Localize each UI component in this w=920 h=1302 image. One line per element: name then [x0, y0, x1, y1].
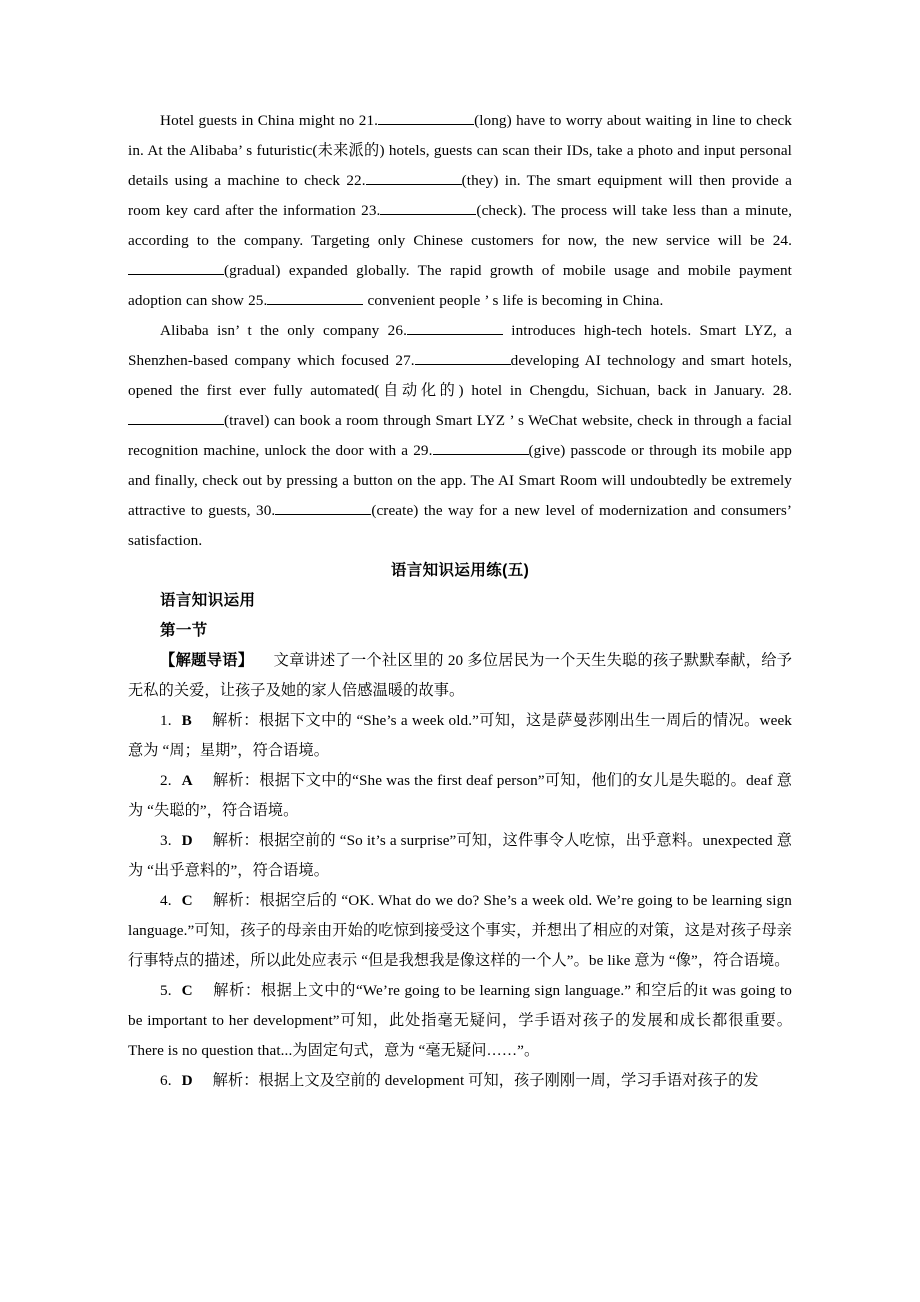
fill-in-blank[interactable]	[267, 290, 363, 305]
analysis-label: 解析：	[212, 772, 260, 789]
guide-label: 【解题导语】	[160, 652, 254, 669]
analysis-text: 根据上文及空前的 development 可知，孩子刚刚一周，学习手语对孩子的发	[258, 1072, 759, 1089]
cloze-paragraph: Hotel guests in China might no 21. (long) have to worry about waiting in line to check in. At the Alibaba’ s futuristic(未来派的) hotels, guests can scan their IDs, take a photo and input personal details using a machine to check 22. (they) in. The smart equipment will then provide a room key card after the information 23. (check). The process will take less than a minute, according to the company. Targeting only Chinese customers for now, the new service will be 24.(gradual) expanded globally. The rapid growth of mobile usage and mobile payment adoption can show 25. convenient people ’ s life is becoming in China.	[128, 106, 792, 316]
analysis-text: 根据下文中的 “She’s a week old.”可知，这是萨曼莎刚出生一周后的情况。week 意为 “周；星期”，符合语境。	[128, 712, 792, 759]
answer-number: 6.	[160, 1072, 172, 1089]
answer-item	[128, 706, 792, 766]
answer-number: 4.	[160, 892, 172, 909]
fill-in-blank[interactable]	[415, 350, 511, 365]
answer-item	[128, 886, 792, 976]
analysis-label: 解析：	[212, 982, 261, 999]
fill-in-blank[interactable]	[380, 200, 476, 215]
answer-letter: D	[181, 832, 193, 849]
answer-number: 1.	[160, 712, 172, 729]
answer-letter: C	[181, 982, 193, 999]
analysis-text: 根据上文中的“We’re going to be learning sign language.” 和空后的it was going to be important to her development”可知，此处指毫无疑问，学手语对孩子的发展和成长都很重要。There is no question that...为固定句式，意为 “毫无疑问……”。	[128, 982, 792, 1059]
analysis-label: 解析：	[212, 892, 260, 909]
answer-number: 5.	[160, 982, 172, 999]
answer-letter: B	[181, 712, 192, 729]
guide-text: 文章讲述了一个社区里的 20 多位居民为一个天生失聪的孩子默默奉献，给予无私的关爱，让孩子及她的家人倍感温暖的故事。	[128, 652, 792, 699]
answer-item	[128, 766, 792, 826]
document-page	[128, 106, 792, 1096]
answer-list	[128, 706, 792, 1096]
analysis-label: 解析：	[212, 1072, 259, 1089]
guide-paragraph	[128, 646, 792, 706]
fill-in-blank[interactable]	[433, 440, 529, 455]
analysis-text: 根据空前的 “So it’s a surprise”可知，这件事令人吃惊，出乎意料。unexpected 意为 “出乎意料的”，符合语境。	[128, 832, 792, 879]
cloze-passage	[128, 106, 792, 556]
answer-item	[128, 976, 792, 1066]
answer-number: 3.	[160, 832, 172, 849]
answer-letter: A	[181, 772, 193, 789]
fill-in-blank[interactable]	[128, 260, 224, 275]
answer-item	[128, 826, 792, 886]
analysis-label: 解析：	[211, 712, 259, 729]
analysis-text: 根据下文中的“She was the first deaf person”可知，他们的女儿是失聪的。deaf 意为 “失聪的”，符合语境。	[128, 772, 792, 819]
subheading-part-one: 第一节	[160, 622, 208, 639]
fill-in-blank[interactable]	[366, 170, 462, 185]
answer-item	[128, 1066, 792, 1096]
fill-in-blank[interactable]	[378, 110, 474, 125]
answer-letter: C	[181, 892, 193, 909]
fill-in-blank[interactable]	[407, 320, 503, 335]
page-title: 语言知识运用练(五)	[390, 562, 530, 579]
answer-number: 2.	[160, 772, 172, 789]
fill-in-blank[interactable]	[128, 410, 224, 425]
analysis-label: 解析：	[212, 832, 259, 849]
fill-in-blank[interactable]	[275, 500, 371, 515]
answer-letter: D	[181, 1072, 193, 1089]
cloze-paragraph: Alibaba isn’ t the only company 26. introduces high-tech hotels. Smart LYZ, a Shenzhen‐based company which focused 27. developing AI technology and smart hotels, opened the first ever fully automated(自动化的) hotel in Chengdu, Sichuan, back in January. 28.(travel) can book a room through Smart LYZ ’ s WeChat website, check in through a facial recognition machine, unlock the door with a 29. (give) passcode or through its mobile app and finally, check out by pressing a button on the app. The AI Smart Room will undoubtedly be extremely attractive to guests, 30. (create) the way for a new level of modernization and consumers’ satisfaction.	[128, 316, 792, 556]
analysis-text: 根据空后的 “OK. What do we do? She’s a week old. We’re going to be learning sign language.”可知，孩子的母亲由开始的吃惊到接受这个事实，并想出了相应的对策，这是对孩子母亲行事特点的描述，所以此处应表示 “但是我想我是像这样的一个人”。be like 意为 “像”，符合语境。	[128, 892, 792, 969]
subheading-language-knowledge: 语言知识运用	[160, 592, 256, 609]
